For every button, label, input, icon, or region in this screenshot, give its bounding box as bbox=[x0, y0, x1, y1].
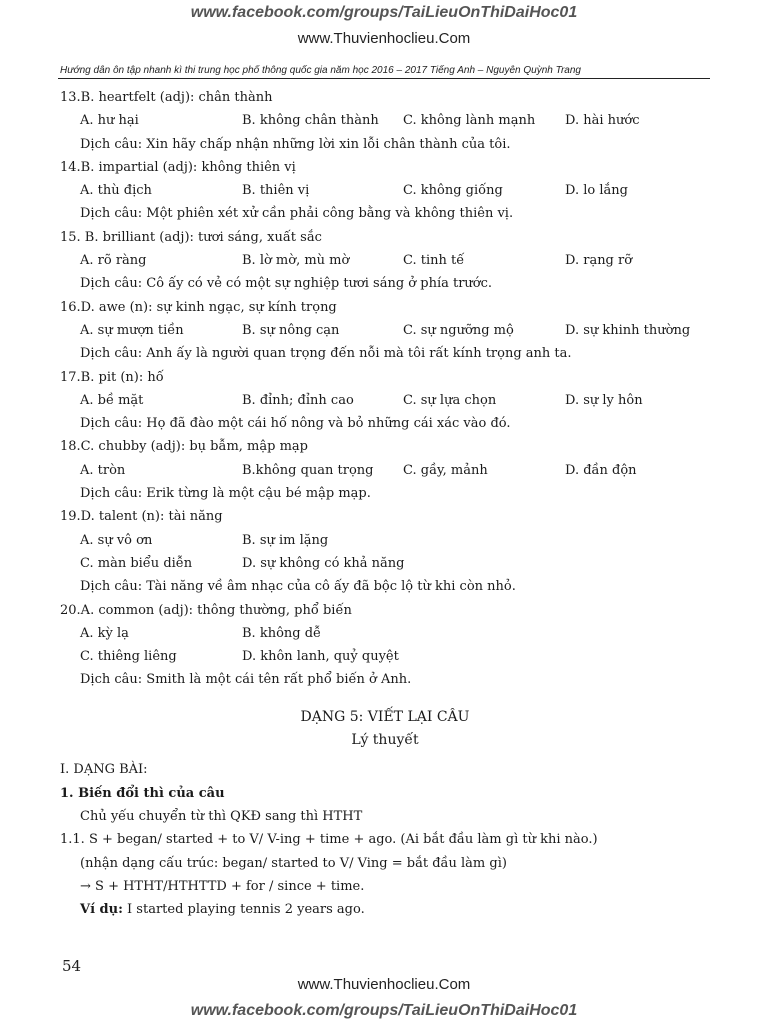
watermark-facebook-top: www.facebook.com/groups/TaiLieuOnThiDaiHoc01 bbox=[190, 4, 578, 21]
option: B. đỉnh; đỉnh cao bbox=[242, 392, 354, 408]
translation: Dịch câu: Một phiên xét xử cần phải công bằng và không thiên vị. bbox=[80, 206, 514, 222]
page-content bbox=[60, 86, 710, 921]
option: C. không giống bbox=[403, 183, 503, 199]
translation: Dịch câu: Xin hãy chấp nhận những lời xin lỗi chân thành của tôi. bbox=[80, 136, 511, 152]
option: D. lo lắng bbox=[565, 183, 628, 199]
exercise-title: 15. B. brilliant (adj): tươi sáng, xuất sắc bbox=[60, 229, 322, 245]
exercise-item bbox=[60, 226, 710, 296]
exercise-item bbox=[60, 435, 710, 505]
exercise-title: 18.C. chubby (adj): bụ bẫm, mập mạp bbox=[60, 439, 308, 455]
option: D. hài hước bbox=[565, 113, 640, 129]
option: A. thù địch bbox=[80, 183, 152, 199]
option: B. sự nông cạn bbox=[242, 322, 340, 338]
exercise-title: 19.D. talent (n): tài năng bbox=[60, 509, 223, 525]
exercise-title: 16.D. awe (n): sự kinh ngạc, sự kính trọng bbox=[60, 299, 337, 315]
option: C. tinh tế bbox=[403, 253, 465, 269]
option: D. khôn lanh, quỷ quyệt bbox=[242, 649, 399, 665]
exercise-title: 13.B. heartfelt (adj): chân thành bbox=[60, 90, 273, 105]
translation: Dịch câu: Họ đã đào một cái hố nông và bỏ những cái xác vào đó. bbox=[80, 416, 511, 432]
translation: Dịch câu: Smith là một cái tên rất phổ biến ở Anh. bbox=[80, 672, 412, 688]
running-header: Hướng dẫn ôn tập nhanh kì thi trung học phổ thông quốc gia năm học 2016 – 2017 Tiếng Anh – Nguyễn Quỳnh Trang bbox=[60, 65, 581, 76]
option: D. sự khinh thường bbox=[565, 322, 691, 338]
option: A. tròn bbox=[80, 462, 126, 478]
options-row bbox=[60, 249, 710, 272]
translation: Dịch câu: Cô ấy có vẻ có một sự nghiệp tươi sáng ở phía trước. bbox=[80, 276, 493, 292]
option: A. hư hại bbox=[80, 113, 139, 129]
option: D. sự không có khả năng bbox=[242, 555, 405, 571]
option: B. lờ mờ, mù mờ bbox=[242, 253, 350, 269]
option: C. màn biểu diễn bbox=[80, 555, 193, 571]
option: D. rạng rỡ bbox=[565, 253, 633, 269]
option: B. sự im lặng bbox=[242, 532, 329, 548]
options-row bbox=[60, 552, 710, 575]
exercise-title: 14.B. impartial (adj): không thiên vị bbox=[60, 159, 296, 175]
option: C. thiêng liêng bbox=[80, 649, 177, 665]
example bbox=[60, 898, 710, 921]
heading-dang-bai: I. DẠNG BÀI: bbox=[60, 762, 148, 778]
watermark-site-top: www.Thuvienhoclieu.Com bbox=[297, 30, 471, 47]
option: D. đần độn bbox=[565, 462, 637, 478]
exercise-item bbox=[60, 366, 710, 436]
transform-rule: → S + HTHT/HTHTTD + for / since + time. bbox=[80, 878, 365, 894]
example-text: I started playing tennis 2 years ago. bbox=[122, 902, 365, 918]
exercise-title: 20.A. common (adj): thông thường, phổ biến bbox=[60, 602, 352, 618]
options-row bbox=[60, 622, 710, 645]
option: A. sự mượn tiền bbox=[80, 322, 184, 338]
exercise-item bbox=[60, 156, 710, 226]
header-rule bbox=[58, 78, 710, 79]
options-row bbox=[60, 179, 710, 202]
translation: Dịch câu: Erik từng là một cậu bé mập mạp. bbox=[80, 486, 371, 502]
section-title: DẠNG 5: VIẾT LẠI CÂU bbox=[300, 708, 470, 725]
options-row bbox=[60, 645, 710, 668]
translation: Dịch câu: Anh ấy là người quan trọng đến nỗi mà tôi rất kính trọng anh ta. bbox=[80, 346, 572, 362]
watermark-facebook-bottom: www.facebook.com/groups/TaiLieuOnThiDaiHoc01 bbox=[190, 1002, 578, 1019]
exercise-item bbox=[60, 86, 710, 156]
option: C. gầy, mảnh bbox=[403, 462, 488, 478]
section-subtitle: Lý thuyết bbox=[351, 732, 419, 749]
option: A. bề mặt bbox=[80, 392, 144, 408]
structure-note: (nhận dạng cấu trúc: began/ started to V/ Ving = bắt đầu làm gì) bbox=[80, 855, 507, 871]
example-label: Ví dụ: bbox=[80, 902, 123, 918]
exercise-item bbox=[60, 296, 710, 366]
heading-bien-doi-thi: 1. Biến đổi thì của câu bbox=[60, 785, 225, 801]
rule-1-1: 1.1. S + began/ started + to V/ V-ing + time + ago. (Ai bắt đầu làm gì từ khi nào.) bbox=[60, 832, 598, 848]
option: A. kỳ lạ bbox=[80, 625, 129, 641]
intro-text: Chủ yếu chuyển từ thì QKĐ sang thì HTHT bbox=[80, 808, 363, 824]
translation: Dịch câu: Tài năng về âm nhạc của cô ấy đã bộc lộ từ khi còn nhỏ. bbox=[80, 579, 516, 595]
options-row bbox=[60, 459, 710, 482]
page-number: 54 bbox=[62, 957, 82, 975]
options-row bbox=[60, 529, 710, 552]
watermark-site-bottom: www.Thuvienhoclieu.Com bbox=[297, 976, 471, 993]
exercise-item bbox=[60, 505, 710, 598]
option: D. sự ly hôn bbox=[565, 392, 643, 408]
option: B. không chân thành bbox=[242, 113, 379, 129]
option: C. sự lựa chọn bbox=[403, 392, 497, 408]
exercise-title: 17.B. pit (n): hố bbox=[60, 369, 164, 385]
exercise-item bbox=[60, 599, 710, 692]
option: B.không quan trọng bbox=[242, 462, 374, 478]
option: B. không dễ bbox=[242, 625, 322, 641]
options-row bbox=[60, 109, 710, 132]
option: C. sự ngưỡng mộ bbox=[403, 322, 514, 338]
exercise-list bbox=[60, 86, 710, 692]
option: A. sự vô ơn bbox=[80, 532, 153, 548]
option: A. rõ ràng bbox=[80, 253, 147, 269]
option: C. không lành mạnh bbox=[403, 113, 536, 129]
option: B. thiên vị bbox=[242, 183, 310, 199]
options-row bbox=[60, 389, 710, 412]
options-row bbox=[60, 319, 710, 342]
